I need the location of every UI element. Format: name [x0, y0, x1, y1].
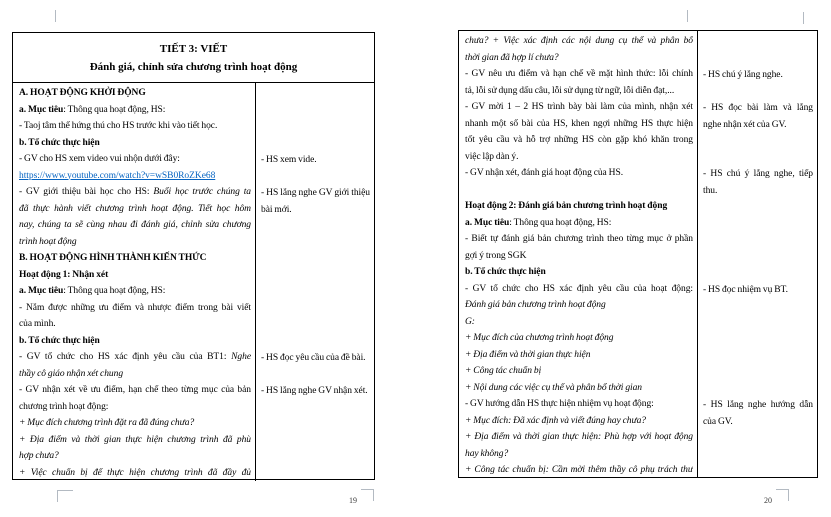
text-line [19, 151, 251, 168]
text-segment: tốt yêu cầu và hỗ trợ những HS còn gặp khó khăn trong [465, 135, 693, 145]
text-segment: Buổi học trước chúng ta [153, 187, 251, 197]
student-activity-note: - HS lắng nghe GV nhận xét. [261, 386, 368, 396]
text-segment: - GV tổ chức cho HS xác định yêu cầu của hoạt động: [465, 283, 693, 294]
text-segment: - GV nêu ưu điểm và hạn chế về mặt hình thức: lỗi chính [465, 69, 693, 79]
text-segment: chương trình hoạt động: [19, 401, 109, 412]
text-segment: b. Tổ chức thực hiện [465, 267, 546, 277]
text-line [19, 415, 251, 432]
student-activities-column [698, 31, 817, 477]
text-line [465, 132, 693, 149]
text-segment: Hoạt động 1: Nhận xét [19, 269, 109, 280]
text-line [19, 349, 251, 366]
text-segment: - GV hướng dẫn HS thực hiện nhiệm vụ hoạt động: [465, 399, 654, 409]
text-line [19, 448, 251, 465]
text-line [19, 267, 251, 284]
text-line [19, 234, 251, 251]
text-segment: chưa? + Việc xác định các nội dung cụ thể và phân bổ [465, 36, 693, 46]
text-segment: thầy cô giáo nhận xét chung [19, 368, 124, 379]
text-line [465, 116, 693, 133]
text-segment: Đánh giá bản chương trình hoạt động [465, 300, 606, 310]
text-line [465, 66, 693, 83]
lesson-subtitle: Đánh giá, chỉnh sửa chương trình hoạt động [89, 60, 298, 73]
text-line [465, 380, 693, 397]
text-segment: đã thực hành viết chương trình hoạt động. Tiết học hôm [19, 203, 251, 214]
student-activity-note: - HS chú ý lắng nghe. [703, 70, 783, 80]
text-line [19, 300, 251, 317]
youtube-video-link[interactable]: https://www.youtube.com/watch?v=wSB0RoZKe68 [19, 170, 216, 181]
text-segment: + Mục đích: Đã xác định và viết đúng hay chưa? [465, 415, 646, 426]
text-line [465, 363, 693, 380]
text-line [19, 316, 251, 333]
text-line [19, 201, 251, 218]
text-line [465, 462, 693, 477]
text-line [465, 446, 693, 463]
text-segment: - GV giới thiệu bài học cho HS: [19, 187, 154, 197]
text-boundary-corner-icon [57, 490, 73, 502]
text-segment: : Thông qua hoạt động, HS: [63, 286, 166, 296]
text-segment: b. Tổ chức thực hiện [19, 137, 100, 148]
teacher-activities-column [13, 83, 256, 481]
text-line [465, 33, 693, 50]
text-line [465, 347, 693, 364]
table-title [13, 33, 374, 83]
text-line [19, 168, 251, 185]
text-segment: : Thông qua hoạt động, HS: [509, 217, 612, 228]
text-segment: a. Mục tiêu [19, 104, 64, 115]
lesson-title: TIẾT 3: VIẾT [159, 42, 228, 55]
text-line [465, 264, 693, 281]
text-line [19, 366, 251, 383]
text-segment: + Địa điểm và thời gian thực hiện [465, 349, 591, 360]
text-segment: a. Mục tiêu [19, 286, 64, 296]
text-segment: thời gian đã hợp lí chưa? [465, 52, 559, 63]
text-boundary-mark-icon [687, 10, 688, 22]
text-line [465, 396, 693, 413]
student-activity-note: - HS đọc nhiệm vụ BT. [703, 284, 788, 295]
text-segment: trình hoạt động [19, 236, 77, 247]
student-activities-column [256, 83, 374, 481]
text-segment: hợp chưa? [19, 451, 59, 461]
text-line [19, 465, 251, 482]
text-segment: nay, chúng ta sẽ cùng nhau đi đánh giá, chỉnh sửa chương [19, 220, 251, 230]
text-line [465, 50, 693, 67]
text-segment: + Việc chuẩn bị để thực hiện chương trình đã đầy đủ [19, 467, 251, 478]
text-segment: + Mục đích của chương trình hoạt động [465, 333, 614, 343]
student-activity-note: - HS chú ý lắng nghe, tiếp thu. [703, 169, 813, 196]
text-boundary-mark-icon [803, 12, 804, 24]
text-segment: b. Tổ chức thực hiện [19, 335, 100, 346]
text-line [465, 297, 693, 314]
text-segment: của mình. [19, 319, 56, 329]
text-segment: a. Mục tiêu [465, 217, 510, 228]
text-line [19, 135, 251, 152]
lesson-plan-table-page-20 [458, 30, 818, 478]
text-segment: gợi ý trong SGK [465, 250, 527, 261]
text-line [19, 333, 251, 350]
text-segment: nhanh một số bài của HS, khen ngợi những HS thực hiện [465, 118, 693, 129]
text-line [465, 165, 693, 182]
text-line [19, 217, 251, 234]
text-line [19, 85, 251, 102]
text-line [465, 198, 693, 215]
text-segment: - GV cho HS xem video vui nhộn dưới đây: [19, 154, 180, 164]
text-line [465, 99, 693, 116]
text-line [465, 83, 693, 100]
text-line [465, 314, 693, 331]
text-line [465, 248, 693, 265]
text-segment: Hoạt động 2: Đánh giá bản chương trình hoạt động [465, 201, 668, 211]
page-number-20: 20 [764, 496, 772, 505]
text-segment: - GV tổ chức cho HS xác định yêu cầu của BT1: [19, 352, 232, 362]
text-segment: việc lập dàn ý. [465, 151, 519, 162]
text-segment: - GV mời 1 – 2 HS trình bày bài làm của mình, nhận xét [465, 102, 693, 112]
lesson-plan-table-page-19 [12, 32, 375, 480]
text-segment: + Mục đích chương trình đặt ra đã đúng chưa? [19, 418, 195, 428]
student-activity-note: - HS đọc bài làm và lắng nghe nhận xét của GV. [703, 103, 813, 130]
text-line [19, 250, 251, 267]
text-segment: + Địa điểm và thời gian thực hiện chương trình đã phù [19, 434, 251, 445]
text-line [19, 118, 251, 135]
text-segment: - Taoj tâm thế hứng thú cho HS trước khi vào tiết học. [19, 121, 218, 131]
text-line [465, 149, 693, 166]
text-boundary-corner-icon [361, 489, 374, 501]
text-segment: tả, lỗi sử dụng dấu câu, lỗi sử dụng từ ngữ, lỗi diễn đạt,... [465, 85, 675, 96]
text-line [19, 283, 251, 300]
text-segment: G: [465, 316, 475, 327]
text-segment: + Nội dung các việc cụ thể và phân bổ thời gian [465, 382, 643, 393]
text-line [465, 330, 693, 347]
text-line [465, 413, 693, 430]
student-activity-note: - HS xem vide. [261, 155, 317, 165]
text-segment: + Công tác chuẩn bị: Cần mời thêm thầy cô phụ trách thư [465, 465, 693, 475]
page-number-19: 19 [349, 496, 357, 505]
text-segment: - GV nhận xét, đánh giá hoạt động của HS. [465, 168, 624, 178]
text-line [19, 184, 251, 201]
text-line [465, 429, 693, 446]
text-segment: : Thông qua hoạt động, HS: [63, 104, 166, 115]
text-line [465, 231, 693, 248]
text-line [465, 215, 693, 232]
text-line [465, 281, 693, 298]
text-segment: B. HOẠT ĐỘNG HÌNH THÀNH KIẾN THỨC [19, 253, 207, 263]
text-segment: + Địa điểm và thời gian thực hiện: Phù hợp với hoạt động [465, 432, 693, 442]
text-line [19, 399, 251, 416]
text-segment: - GV nhận xét về ưu điểm, hạn chế theo từng mục của bản [19, 385, 251, 395]
text-segment: A. HOẠT ĐỘNG KHỞI ĐỘNG [19, 88, 146, 98]
text-line [19, 102, 251, 119]
teacher-activities-column [459, 31, 698, 477]
text-line [19, 382, 251, 399]
student-activity-note: - HS lắng nghe hướng dẫn của GV. [703, 400, 813, 427]
text-boundary-corner-icon [776, 489, 789, 501]
text-segment: hay không? [465, 448, 509, 459]
student-activity-note: - HS lắng nghe GV giới thiệu bài mới. [261, 188, 370, 215]
text-segment: Nghe [231, 352, 251, 362]
text-line [465, 182, 693, 199]
text-segment: - Biết tự đánh giá bản chương trình theo từng mục ở phần [465, 234, 693, 244]
text-line [19, 432, 251, 449]
text-boundary-mark-icon [55, 10, 56, 22]
student-activity-note: - HS đọc yêu cầu của đề bài. [261, 353, 366, 363]
text-segment: - Nắm được những ưu điểm và nhược điểm trong bài viết [19, 302, 251, 313]
text-segment: + Công tác chuẩn bị [465, 366, 542, 376]
